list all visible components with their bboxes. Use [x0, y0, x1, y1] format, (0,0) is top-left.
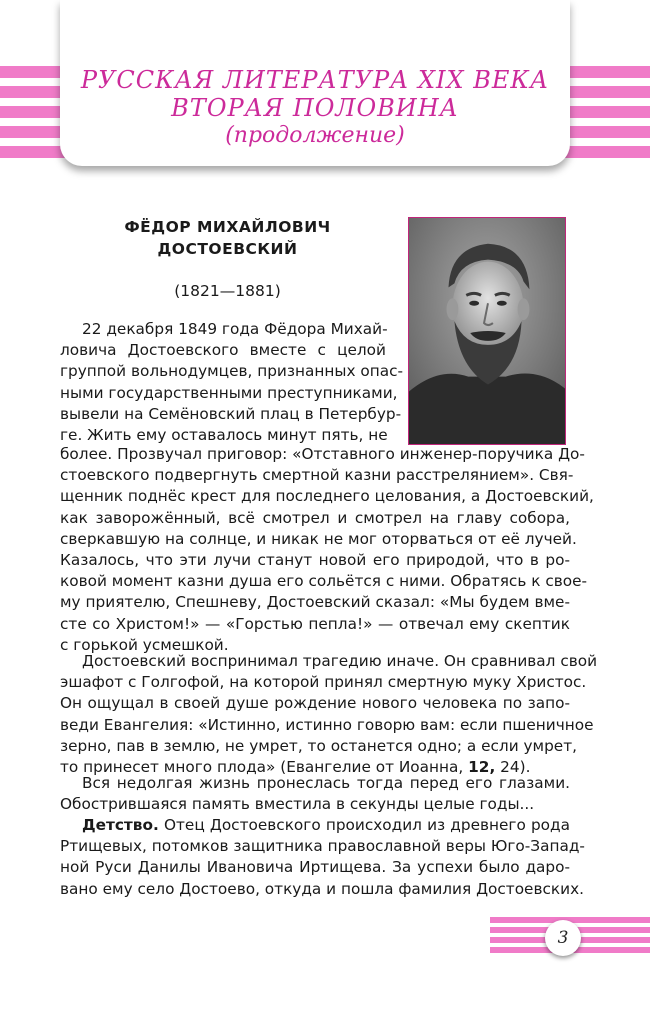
text-line: с горькой усмешкой.	[60, 635, 229, 654]
text-line: Казалось, что эти лучи станут новой его природой, что в ро-	[60, 551, 570, 570]
text-line: ной Руси Данилы Ивановича Иртищева. За успехи было даро-	[60, 858, 570, 877]
paragraph-memory	[60, 773, 570, 815]
paragraph-childhood	[60, 815, 585, 900]
paragraph-golgotha	[60, 651, 598, 778]
text-line: Достоевский воспринимал трагедию иначе. Он сравнивал свой	[82, 652, 598, 670]
text-line: сверкавшую на солнце, и никак не мог оторваться от её лучей.	[60, 529, 577, 548]
author-name	[100, 216, 355, 260]
bold-chapter-number: 12,	[468, 758, 496, 777]
chapter-title-line3: (продолжение)	[225, 123, 405, 148]
chapter-title-line1: РУССКАЯ ЛИТЕРАТУРА XIX ВЕКА	[80, 66, 550, 94]
text-line: эшафот с Голгофой, на которой принял смертную муку Христос.	[60, 673, 587, 692]
text-line: 22 декабря 1849 года Фёдора Михай-	[82, 320, 388, 338]
text-line: Обострившаяся память вместила в секунды целые годы...	[60, 795, 535, 814]
text-line: сте со Христом!» — «Горстью пепла!» — отвечал ему скептик	[60, 614, 570, 633]
paragraph-intro	[60, 319, 404, 446]
text-line: ге. Жить ему оставалось минут пять, не	[60, 426, 388, 445]
text-line: зерно, пав в землю, не умрет, то останется одно; а если умрет,	[60, 736, 577, 755]
text-line: ловича Достоевского вместе с целой	[60, 341, 386, 360]
text-line: веди Евангелия: «Истинно, истинно говорю вам: если пшеничное	[60, 715, 594, 734]
text-segment: 24).	[500, 758, 531, 777]
text-line: группой вольнодумцев, признанных опас-	[60, 362, 404, 381]
text-line: вывели на Семёновский плац в Петербур-	[60, 404, 402, 423]
portrait-photo	[408, 217, 566, 445]
text-line: вано ему село Достоево, откуда и пошла фамилия Достоевских.	[60, 879, 584, 898]
text-segment: Отец Достоевского происходил из древнего рода	[163, 816, 570, 834]
text-line: Он ощущал в своей душе рождение нового человека по запо-	[60, 694, 570, 713]
author-name-line1: ФЁДОР МИХАЙЛОВИЧ	[124, 218, 331, 236]
text-line: ными государственными преступниками,	[60, 383, 398, 402]
text-line: му приятелю, Спешневу, Достоевский сказал: «Мы будем вме-	[60, 593, 570, 612]
text-line: Ртищевых, потомков защитника православной веры Юго-Запад-	[60, 837, 585, 856]
page-number: 3	[545, 920, 581, 956]
text-line: более. Прозвучал приговор: «Отставного инженер-поручика До-	[60, 445, 585, 463]
portrait-image-icon	[409, 218, 565, 444]
chapter-title-card	[60, 0, 570, 166]
text-segment: то принесет много плода» (Евангелие от Иоанна,	[60, 758, 464, 777]
section-heading-childhood: Детство.	[82, 816, 159, 834]
chapter-title-line2: ВТОРАЯ ПОЛОВИНА	[171, 94, 459, 122]
text-line: Вся недолгая жизнь пронеслась тогда перед его глазами.	[82, 774, 570, 792]
text-line: щенник поднёс крест для последнего целования, а Достоевский,	[60, 487, 594, 506]
text-line	[60, 815, 570, 836]
author-years: (1821—1881)	[174, 282, 281, 300]
paragraph-verdict	[60, 444, 594, 656]
text-line: как заворожённый, всё смотрел и смотрел на главу собора,	[60, 508, 570, 527]
author-name-line2: ДОСТОЕВСКИЙ	[157, 240, 298, 258]
text-line: стоевского подвергнуть смертной казни расстрелянием». Свя-	[60, 466, 574, 485]
text-line: ковой момент казни душа его сольётся с ними. Обратясь к свое-	[60, 572, 588, 591]
